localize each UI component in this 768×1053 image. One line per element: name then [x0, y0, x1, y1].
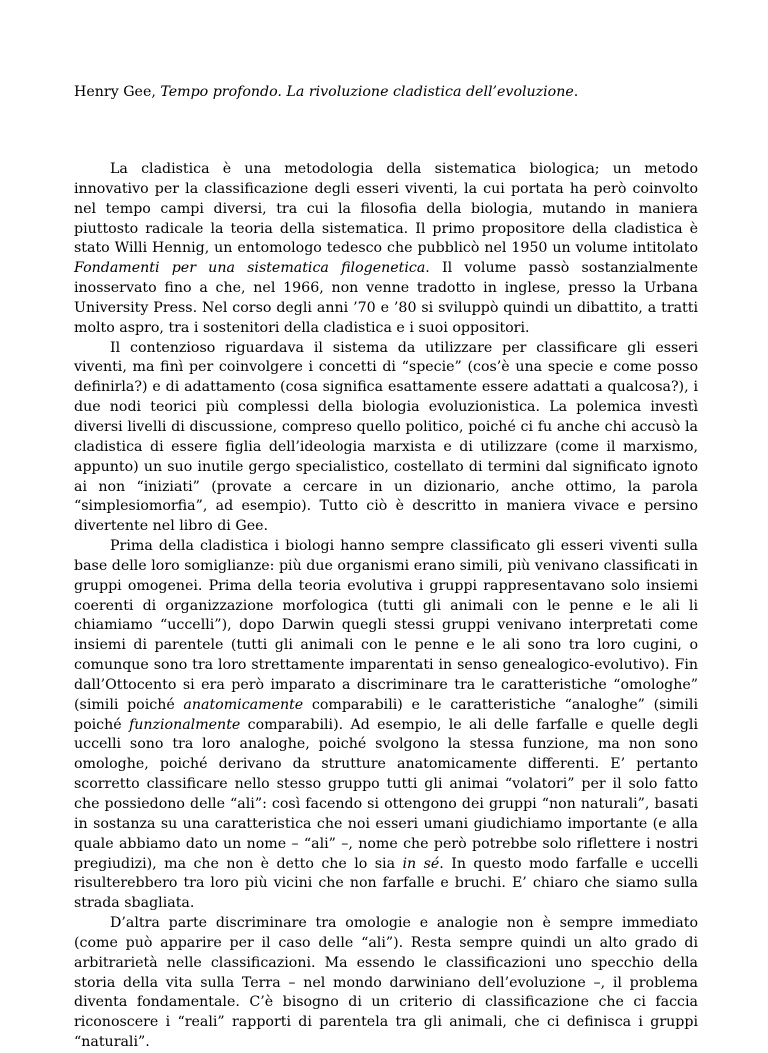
author-name: Henry Gee, — [74, 84, 161, 100]
paragraph — [74, 339, 698, 537]
text-run: Prima della cladistica i biologi hanno sempre classificato gli esseri viventi sulla base delle loro somiglianze: più due organismi erano simili, più venivano classificati in gruppi omogenei. Prima della teoria evolutiva i gruppi rappresentavano solo insiemi coerenti di organizzazione morfologica (tutti gli animali con le penne e le ali li chiamiamo “uccelli”), dopo Darwin quegli stessi gruppi venivano interpretati come insiemi di parentele (tutti gli animali con le penne e le ali sono tra loro cugini, o comunque sono tra loro strettamente imparentati in senso genealogico-evolutivo). Fin dall’Ottocento si era però imparato a discriminare tra le caratteristiche “omologhe” (simili poiché — [74, 538, 698, 713]
text-run: Il contenzioso riguardava il sistema da utilizzare per classificare gli esseri viventi, ma finì per coinvolgere i concetti di “specie” (cos’è una specie e come posso definirla?) e di adattamento (cosa significa esattamente essere adattati a qualcosa?), i due nodi teorici più complessi della biologia evoluzionistica. La polemica investì diversi livelli di discussione, compreso quello politico, poiché ci fu anche chi accusò la cladistica di essere figlia dell’ideologia marxista e di utilizzare (come il marxismo, appunto) un suo inutile gergo specialistico, costellato di termini dal significato ignoto ai non “iniziati” (provate a cercare in un dizionario, anche ottimo, la parola “simplesiomorfia”, ad esempio). Tutto ciò è descritto in maniera vivace e persino divertente nel libro di Gee. — [74, 339, 698, 535]
text-run: . In questo modo farfalle e uccelli risulterebbero tra loro più vicini che non farfalle e bruchi. E’ chiaro che siamo sulla strada sbagliata. — [74, 855, 698, 912]
text-run-italic: Fondamenti per una sistematica filogenetica — [74, 260, 426, 277]
text-run: La cladistica è una metodologia della sistematica biologica; un metodo innovativo per la classificazione degli esseri viventi, la cui portata ha però coinvolto nel tempo campi diversi, tra cui la filosofia della biologia, mutando in maniera piuttosto radicale la teoria della sistematica. Il primo propositore della cladistica è stato Willi Hennig, un entomologo tedesco che pubblicò nel 1950 un volume intitolato — [74, 161, 698, 257]
book-title: Tempo profondo. La rivoluzione cladistica dell’evoluzione — [160, 84, 574, 100]
text-run: comparabili). Ad esempio, le ali delle farfalle e quelle degli uccelli sono tra loro analoghe, poiché svolgono la stessa funzione, ma non sono omologhe, poiché derivano da strutture anatomicamente differenti. E’ pertanto scorretto classificare nello stesso gruppo tutti gli animai “volatori” per il solo fatto che possiedono delle “ali”: così facendo si ottengono dei gruppi “non naturali”, basati in sostanza su una caratteristica che noi esseri umani giudichiamo importante (e alla quale abbiamo dato un nome – “ali” –, nome che però potrebbe solo riflettere i nostri pregiudizi), ma che non è detto che lo sia — [74, 716, 698, 872]
citation-header — [74, 82, 698, 102]
text-run: D’altra parte discriminare tra omologie e analogie non è sempre immediato (come può apparire per il caso delle “ali”). Resta sempre quindi un alto grado di arbitrarietà nelle classificazioni. Ma essendo le classificazioni uno specchio della storia della vita sulla Terra – nel mondo darwiniano dell’evoluzione –, il problema diventa fondamentale. C’è bisogno di un criterio di classificazione che ci faccia riconoscere i “reali” rapporti di parentela tra gli animali, che ci definisca i gruppi “naturali”. — [74, 915, 698, 1051]
text-run: . Il volume passò sostanzialmente inosservato fino a che, nel 1966, non venne tradotto in inglese, presso la Urbana University Press. Nel corso degli anni ’70 e ’80 si sviluppò quindi un dibattito, a tratti molto aspro, tra i sostenitori della cladistica e i suoi oppositori. — [74, 260, 698, 336]
text-run-italic: in sé — [402, 855, 440, 872]
text-run-italic: anatomicamente — [183, 696, 304, 713]
document-body — [74, 160, 698, 1053]
paragraph — [74, 914, 698, 1053]
paragraph — [74, 537, 698, 914]
paragraph — [74, 160, 698, 339]
text-run: comparabili) e le caratteristiche “analoghe” (simili poiché — [74, 696, 698, 733]
citation-period: . — [573, 84, 579, 100]
document-page — [74, 82, 698, 1053]
text-run-italic: funzionalmente — [129, 716, 241, 733]
